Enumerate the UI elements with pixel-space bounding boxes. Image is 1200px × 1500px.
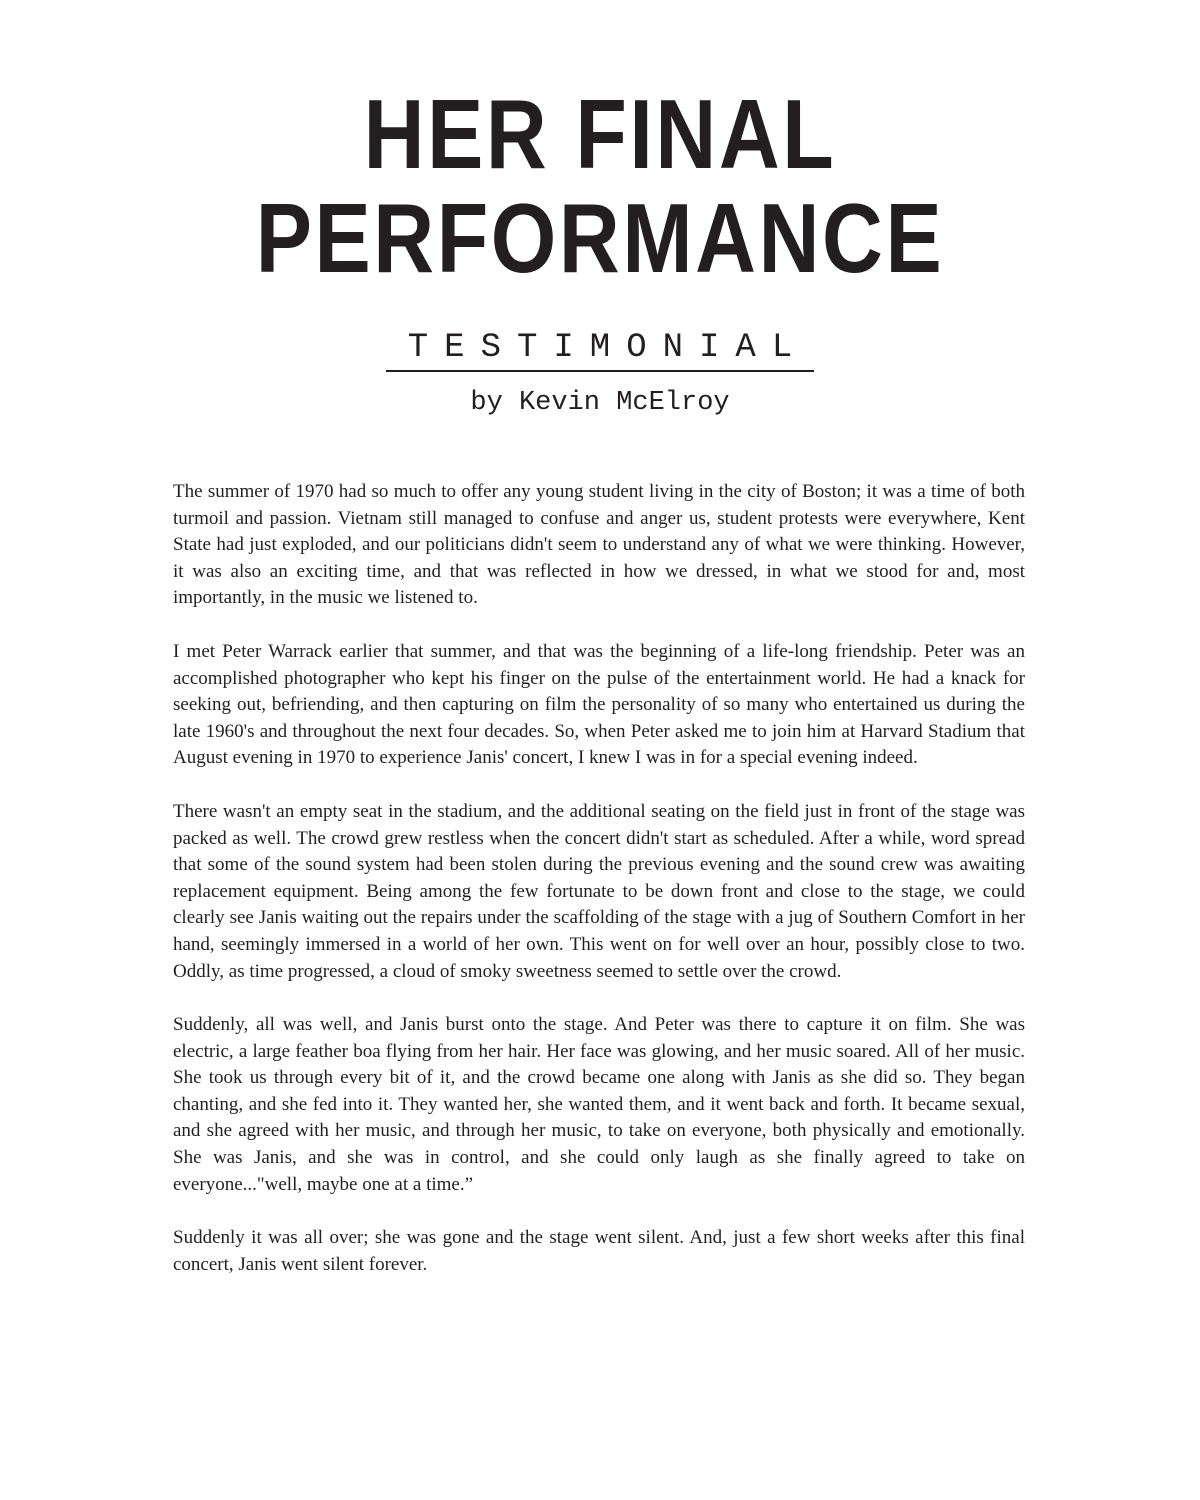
- paragraph: Suddenly, all was well, and Janis burst onto the stage. And Peter was there to capture it on film. She was electric, a large feather boa flying from her hair. Her face was glowing, and her music soared. All of her music. She took us through every bit of it, and the crowd became one along with Janis as she did so. They began chanting, and she fed into it. They wanted her, she wanted them, and it went back and forth. It became sexual, and she agreed with her music, and through her music, to take on everyone, both physically and emotionally. She was Janis, and she was in control, and she could only laugh as she finally agreed to take on everyone..."well, maybe one at a time.”: [173, 1014, 1025, 1195]
- article-body: [173, 479, 1025, 1305]
- paragraph: Suddenly it was all over; she was gone and the stage went silent. And, just a few short weeks after this final concert, Janis went silent forever.: [173, 1227, 1025, 1275]
- paragraph: There wasn't an empty seat in the stadium, and the additional seating on the field just in front of the stage was packed as well. The crowd grew restless when the concert didn't start as scheduled. After a while, word spread that some of the sound system had been stolen during the previous evening and the sound crew was awaiting replacement equipment. Being among the few fortunate to be down front and close to the stage, we could clearly see Janis waiting out the repairs under the scaffolding of the stage with a jug of Southern Comfort in her hand, seemingly immersed in a world of her own. This went on for well over an hour, possibly close to two. Oddly, as time progressed, a cloud of smoky sweetness seemed to settle over the crowd.: [173, 800, 1025, 982]
- section-label: [0, 326, 1200, 372]
- article-headline: [84, 79, 1116, 293]
- headline-line-1: HER FINAL: [363, 79, 837, 189]
- paragraph: The summer of 1970 had so much to offer any young student living in the city of Boston; it was a time of both turmoil and passion. Vietnam still managed to confuse and anger us, student protests were everywhere, Kent State had just exploded, and our politicians didn't seem to understand any of what we were thinking. However, it was also an exciting time, and that was reflected in how we dressed, in what we stood for and, most importantly, in the music we listened to.: [173, 481, 1025, 609]
- paragraph: I met Peter Warrack earlier that summer, and that was the beginning of a life-long friendship. Peter was an accomplished photographer who kept his finger on the pulse of the entertainment world. He had a knack for seeking out, befriending, and then capturing on film the personality of so many who entertained us during the late 1960's and throughout the next four decades. So, when Peter asked me to join him at Harvard Stadium that August evening in 1970 to experience Janis' concert, I knew I was in for a special evening indeed.: [173, 640, 1025, 769]
- byline: by Kevin McElroy: [470, 388, 730, 418]
- headline-line-2: PERFORMANCE: [255, 183, 945, 293]
- section-label-text: TESTIMONIAL: [386, 326, 814, 372]
